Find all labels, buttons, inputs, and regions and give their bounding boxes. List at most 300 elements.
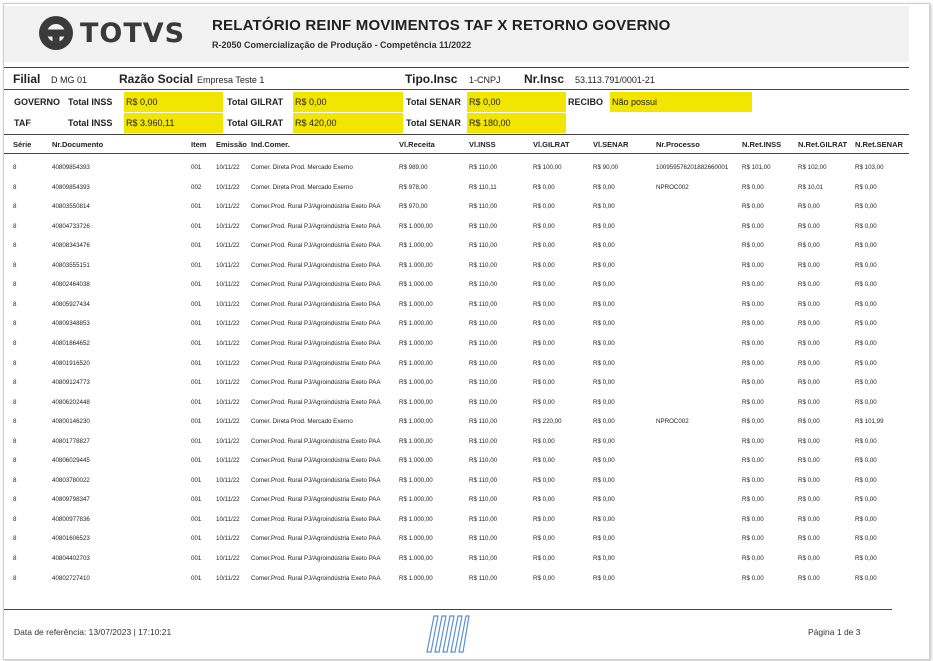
cell-n-ret-inss: R$ 0,00 — [742, 242, 764, 250]
cell-vl-gilrat: R$ 100,00 — [533, 164, 562, 171]
taf-senar-value: R$ 180,00 — [467, 113, 566, 133]
cell-vl-gilrat: R$ 0,00 — [533, 535, 555, 543]
cell-emissao: 10/11/22 — [216, 535, 240, 543]
col-vl-gilrat: Vl.GILRAT — [533, 140, 570, 149]
cell-vl-receita: R$ 1.000,00 — [399, 379, 433, 387]
cell-vl-gilrat: R$ 0,00 — [533, 359, 555, 367]
cell-n-ret-inss: R$ 0,00 — [742, 574, 764, 582]
cell-ind-comer: Comer.Prod. Rural PJ/Agroindústria Exeto PAA — [251, 555, 381, 562]
cell-nr-documento: 40804402703 — [52, 555, 90, 562]
cell-vl-receita: R$ 1.000,00 — [399, 555, 433, 562]
cell-n-ret-gilrat: R$ 0,00 — [798, 476, 820, 484]
cell-vl-inss: R$ 110,00 — [469, 203, 498, 211]
cell-vl-senar: R$ 0,00 — [593, 535, 615, 543]
cell-n-ret-gilrat: R$ 0,00 — [798, 261, 820, 269]
cell-vl-inss: R$ 110,00 — [469, 300, 498, 308]
cell-vl-receita: R$ 1.000,00 — [399, 300, 433, 308]
cell-nr-documento: 40801778827 — [52, 437, 90, 445]
cell-item: 001 — [191, 457, 202, 465]
cell-ind-comer: Comer.Prod. Rural PJ/Agroindústria Exeto PAA — [251, 437, 381, 445]
cell-serie: 8 — [13, 457, 17, 465]
cell-n-ret-senar: R$ 0,00 — [855, 281, 877, 289]
cell-n-ret-gilrat: R$ 0,00 — [798, 457, 820, 465]
tipo-insc-label: Tipo.Insc — [405, 72, 458, 86]
cell-vl-senar: R$ 0,00 — [593, 339, 615, 347]
cell-item: 001 — [191, 339, 202, 347]
cell-n-ret-inss: R$ 0,00 — [742, 300, 764, 308]
cell-emissao: 10/11/22 — [216, 183, 240, 191]
cell-n-ret-senar: R$ 101,99 — [855, 418, 884, 426]
cell-vl-gilrat: R$ 0,00 — [533, 457, 555, 465]
cell-n-ret-inss: R$ 0,00 — [742, 437, 764, 445]
page-indicator — [808, 627, 861, 637]
cell-vl-inss: R$ 110,00 — [469, 222, 498, 230]
cell-emissao: 10/11/22 — [216, 476, 240, 484]
cell-ind-comer: Comer.Prod. Rural PJ/Agroindústria Exeto PAA — [251, 222, 381, 230]
cell-serie: 8 — [13, 535, 17, 543]
cell-emissao: 10/11/22 — [216, 515, 240, 523]
table-row — [0, 575, 933, 587]
cell-item: 001 — [191, 222, 202, 230]
governo-inss-label: Total INSS — [68, 97, 113, 107]
cell-vl-inss: R$ 110,00 — [469, 574, 498, 582]
taf-gilrat-value: R$ 420,00 — [293, 113, 403, 133]
cell-vl-receita: R$ 1.000,00 — [399, 398, 433, 406]
cell-vl-receita: R$ 1.000,00 — [399, 437, 433, 445]
cell-nr-documento: 40809854393 — [52, 183, 90, 191]
cell-item: 001 — [191, 574, 202, 582]
cell-nr-documento: 40809124773 — [52, 379, 90, 387]
cell-vl-gilrat: R$ 0,00 — [533, 320, 555, 328]
cell-nr-documento: 40809854393 — [52, 164, 90, 171]
cell-n-ret-senar: R$ 0,00 — [855, 339, 877, 347]
cell-vl-gilrat: R$ 0,00 — [533, 183, 555, 191]
footer-divider — [4, 609, 892, 610]
cell-nr-documento: 40809798347 — [52, 496, 90, 504]
cell-n-ret-gilrat: R$ 0,00 — [798, 359, 820, 367]
cell-n-ret-gilrat: R$ 0,00 — [798, 555, 820, 562]
cell-serie: 8 — [13, 183, 17, 191]
page-label: Página — [808, 627, 835, 637]
cell-ind-comer: Comer.Prod. Rural PJ/Agroindústria Exeto PAA — [251, 476, 381, 484]
cell-ind-comer: Comer.Prod. Rural PJ/Agroindústria Exeto PAA — [251, 379, 381, 387]
table-row — [0, 360, 933, 372]
cell-serie: 8 — [13, 164, 17, 171]
governo-label: GOVERNO — [14, 97, 61, 107]
cell-n-ret-inss: R$ 0,00 — [742, 379, 764, 387]
cell-emissao: 10/11/22 — [216, 320, 240, 328]
table-row — [0, 496, 933, 508]
cell-vl-receita: R$ 1.000,00 — [399, 242, 433, 250]
table-row — [0, 438, 933, 450]
cell-vl-inss: R$ 110,11 — [469, 183, 497, 191]
cell-serie: 8 — [13, 555, 17, 562]
cell-vl-receita: R$ 1.000,00 — [399, 476, 433, 484]
cell-vl-gilrat: R$ 0,00 — [533, 379, 555, 387]
cell-vl-inss: R$ 110,00 — [469, 164, 498, 171]
governo-senar-label: Total SENAR — [406, 97, 461, 107]
cell-n-ret-gilrat: R$ 0,00 — [798, 320, 820, 328]
cell-emissao: 10/11/22 — [216, 457, 240, 465]
table-row — [0, 184, 933, 196]
recibo-value: Não possui — [610, 92, 752, 112]
cell-vl-senar: R$ 0,00 — [593, 242, 615, 250]
table-row — [0, 320, 933, 332]
divider — [4, 153, 909, 154]
cell-n-ret-inss: R$ 0,00 — [742, 320, 764, 328]
cell-emissao: 10/11/22 — [216, 379, 240, 387]
cell-vl-senar: R$ 0,00 — [593, 555, 615, 562]
cell-serie: 8 — [13, 476, 17, 484]
cell-item: 001 — [191, 496, 202, 504]
cell-serie: 8 — [13, 203, 17, 211]
cell-vl-senar: R$ 0,00 — [593, 261, 615, 269]
table-row — [0, 301, 933, 313]
col-vl-senar: Vl.SENAR — [593, 140, 629, 149]
cell-n-ret-inss: R$ 0,00 — [742, 398, 764, 406]
cell-ind-comer: Comer.Prod. Rural PJ/Agroindústria Exeto PAA — [251, 535, 381, 543]
cell-vl-inss: R$ 110,00 — [469, 242, 498, 250]
cell-nr-documento: 40802464038 — [52, 281, 90, 289]
cell-n-ret-inss: R$ 0,00 — [742, 261, 764, 269]
cell-vl-gilrat: R$ 0,00 — [533, 300, 555, 308]
cell-n-ret-senar: R$ 0,00 — [855, 398, 877, 406]
cell-item: 002 — [191, 183, 202, 191]
cell-vl-inss: R$ 110,00 — [469, 437, 498, 445]
cell-n-ret-inss: R$ 0,00 — [742, 339, 764, 347]
cell-nr-documento: 40803555151 — [52, 261, 90, 269]
cell-emissao: 10/11/22 — [216, 261, 240, 269]
cell-nr-processo: 100959576201882660001 — [656, 164, 729, 171]
cell-nr-documento: 40803550814 — [52, 203, 90, 211]
cell-serie: 8 — [13, 281, 17, 289]
razao-label: Razão Social — [119, 72, 194, 86]
cell-item: 001 — [191, 535, 202, 543]
cell-vl-receita: R$ 1.000,00 — [399, 320, 433, 328]
table-row — [0, 516, 933, 528]
cell-n-ret-senar: R$ 0,00 — [855, 437, 877, 445]
cell-nr-documento: 40800977836 — [52, 515, 90, 523]
cell-n-ret-inss: R$ 0,00 — [742, 281, 764, 289]
reference-date-value: 13/07/2023 | 17:10:21 — [88, 627, 172, 637]
cell-emissao: 10/11/22 — [216, 242, 240, 250]
table-row — [0, 418, 933, 430]
cell-item: 001 — [191, 515, 202, 523]
cell-n-ret-gilrat: R$ 0,00 — [798, 437, 820, 445]
cell-n-ret-senar: R$ 0,00 — [855, 574, 877, 582]
cell-serie: 8 — [13, 242, 17, 250]
table-row — [0, 281, 933, 293]
page-current: 1 — [836, 627, 842, 637]
cell-vl-senar: R$ 0,00 — [593, 359, 615, 367]
cell-n-ret-inss: R$ 0,00 — [742, 222, 764, 230]
cell-emissao: 10/11/22 — [216, 437, 240, 445]
table-row — [0, 262, 933, 274]
governo-inss-value: R$ 0,00 — [124, 92, 223, 112]
cell-nr-documento: 40806202448 — [52, 398, 90, 406]
governo-gilrat-label: Total GILRAT — [227, 97, 284, 107]
cell-ind-comer: Comer.Prod. Rural PJ/Agroindústria Exeto PAA — [251, 574, 381, 582]
cell-n-ret-gilrat: R$ 0,00 — [798, 496, 820, 504]
cell-n-ret-inss: R$ 0,00 — [742, 555, 764, 562]
cell-vl-senar: R$ 0,00 — [593, 222, 615, 230]
cell-item: 001 — [191, 398, 202, 406]
cell-n-ret-senar: R$ 0,00 — [855, 457, 877, 465]
cell-serie: 8 — [13, 261, 17, 269]
cell-ind-comer: Comer.Prod. Rural PJ/Agroindústria Exeto PAA — [251, 281, 381, 289]
cell-emissao: 10/11/22 — [216, 339, 240, 347]
cell-nr-documento: 40802727410 — [52, 574, 90, 582]
cell-vl-inss: R$ 110,00 — [469, 476, 498, 484]
totvs-logo-icon — [38, 15, 74, 51]
cell-n-ret-gilrat: R$ 0,00 — [798, 339, 820, 347]
cell-n-ret-senar: R$ 0,00 — [855, 320, 877, 328]
cell-vl-inss: R$ 110,00 — [469, 281, 498, 289]
cell-vl-senar: R$ 0,00 — [593, 437, 615, 445]
cell-n-ret-gilrat: R$ 0,00 — [798, 379, 820, 387]
cell-n-ret-inss: R$ 0,00 — [742, 418, 764, 426]
cell-n-ret-senar: R$ 0,00 — [855, 300, 877, 308]
cell-ind-comer: Comer.Prod. Rural PJ/Agroindústria Exeto PAA — [251, 339, 381, 347]
cell-n-ret-gilrat: R$ 102,00 — [798, 164, 827, 171]
cell-vl-senar: R$ 0,00 — [593, 183, 615, 191]
cell-vl-senar: R$ 0,00 — [593, 476, 615, 484]
cell-n-ret-senar: R$ 0,00 — [855, 515, 877, 523]
governo-senar-value: R$ 0,00 — [467, 92, 566, 112]
cell-item: 001 — [191, 379, 202, 387]
cell-vl-inss: R$ 110,00 — [469, 496, 498, 504]
cell-n-ret-senar: R$ 0,00 — [855, 261, 877, 269]
cell-emissao: 10/11/22 — [216, 164, 240, 171]
cell-item: 001 — [191, 203, 202, 211]
reference-date — [14, 627, 171, 637]
cell-nr-documento: 40805927434 — [52, 300, 90, 308]
cell-n-ret-gilrat: R$ 0,00 — [798, 418, 820, 426]
recibo-label: RECIBO — [568, 97, 604, 107]
divider — [4, 89, 909, 90]
cell-item: 001 — [191, 281, 202, 289]
cell-serie: 8 — [13, 320, 17, 328]
cell-vl-gilrat: R$ 0,00 — [533, 496, 555, 504]
cell-emissao: 10/11/22 — [216, 203, 240, 211]
cell-item: 001 — [191, 359, 202, 367]
cell-vl-senar: R$ 90,00 — [593, 164, 619, 171]
cell-serie: 8 — [13, 515, 17, 523]
cell-vl-gilrat: R$ 0,00 — [533, 555, 555, 562]
cell-ind-comer: Comer.Prod. Rural PJ/Agroindústria Exeto PAA — [251, 320, 381, 328]
cell-ind-comer: Comer.Prod. Rural PJ/Agroindústria Exeto PAA — [251, 515, 381, 523]
cell-n-ret-inss: R$ 101,00 — [742, 164, 771, 171]
cell-item: 001 — [191, 476, 202, 484]
taf-inss-value: R$ 3.960,11 — [124, 113, 223, 133]
cell-vl-gilrat: R$ 0,00 — [533, 515, 555, 523]
cell-n-ret-inss: R$ 0,00 — [742, 476, 764, 484]
reference-date-label: Data de referência: — [14, 627, 87, 637]
col-ind-comer: Ind.Comer. — [251, 140, 290, 149]
cell-nr-documento: 40803780022 — [52, 476, 90, 484]
page-separator: de — [843, 627, 854, 637]
col-vl-inss: Vl.INSS — [469, 140, 496, 149]
cell-vl-inss: R$ 110,00 — [469, 339, 498, 347]
cell-vl-senar: R$ 0,00 — [593, 496, 615, 504]
cell-serie: 8 — [13, 300, 17, 308]
cell-serie: 8 — [13, 574, 17, 582]
totvs-logo — [38, 15, 185, 51]
table-row — [0, 203, 933, 215]
cell-emissao: 10/11/22 — [216, 555, 240, 562]
cell-item: 001 — [191, 437, 202, 445]
cell-n-ret-gilrat: R$ 0,00 — [798, 574, 820, 582]
cell-n-ret-inss: R$ 0,00 — [742, 535, 764, 543]
cell-vl-senar: R$ 0,00 — [593, 574, 615, 582]
col-nr-documento: Nr.Documento — [52, 140, 104, 149]
cell-n-ret-senar: R$ 0,00 — [855, 242, 877, 250]
cell-vl-inss: R$ 110,00 — [469, 515, 498, 523]
cell-vl-receita: R$ 1.000,00 — [399, 496, 433, 504]
col-n-ret-senar: N.Ret.SENAR — [855, 140, 903, 149]
cell-item: 001 — [191, 418, 202, 426]
cell-n-ret-inss: R$ 0,00 — [742, 183, 764, 191]
cell-n-ret-gilrat: R$ 0,00 — [798, 242, 820, 250]
cell-n-ret-senar: R$ 0,00 — [855, 476, 877, 484]
cell-vl-inss: R$ 110,00 — [469, 555, 498, 562]
cell-n-ret-gilrat: R$ 0,00 — [798, 281, 820, 289]
table-row — [0, 164, 933, 176]
cell-emissao: 10/11/22 — [216, 222, 240, 230]
logo-text: TOTVS — [80, 17, 186, 49]
table-row — [0, 555, 933, 567]
report-subtitle: R-2050 Comercialização de Produção - Competência 11/2022 — [212, 40, 472, 50]
col-n-ret-inss: N.Ret.INSS — [742, 140, 782, 149]
cell-n-ret-senar: R$ 0,00 — [855, 183, 877, 191]
cell-vl-senar: R$ 0,00 — [593, 457, 615, 465]
filial-label: Filial — [13, 72, 41, 86]
cell-vl-receita: R$ 970,00 — [399, 203, 428, 211]
col-vl-receita: Vl.Receita — [399, 140, 435, 149]
cell-emissao: 10/11/22 — [216, 300, 240, 308]
cell-vl-receita: R$ 1.000,00 — [399, 418, 433, 426]
cell-nr-processo: NPROC002 — [656, 418, 689, 426]
watermark-stripes-icon — [424, 612, 470, 654]
cell-serie: 8 — [13, 339, 17, 347]
cell-n-ret-inss: R$ 0,00 — [742, 457, 764, 465]
cell-emissao: 10/11/22 — [216, 574, 240, 582]
cell-n-ret-gilrat: R$ 0,00 — [798, 535, 820, 543]
cell-vl-inss: R$ 110,00 — [469, 457, 498, 465]
table-row — [0, 242, 933, 254]
cell-emissao: 10/11/22 — [216, 359, 240, 367]
cell-nr-documento: 40804733726 — [52, 222, 90, 230]
cell-vl-receita: R$ 1.000,00 — [399, 574, 433, 582]
cell-vl-gilrat: R$ 220,00 — [533, 418, 562, 426]
col-emissao: Emissão — [216, 140, 247, 149]
cell-n-ret-gilrat: R$ 10,01 — [798, 183, 824, 191]
cell-n-ret-senar: R$ 0,00 — [855, 555, 877, 562]
table-row — [0, 223, 933, 235]
cell-serie: 8 — [13, 359, 17, 367]
taf-senar-label: Total SENAR — [406, 118, 461, 128]
cell-serie: 8 — [13, 418, 17, 426]
cell-n-ret-gilrat: R$ 0,00 — [798, 398, 820, 406]
cell-vl-receita: R$ 1.000,00 — [399, 457, 433, 465]
cell-serie: 8 — [13, 437, 17, 445]
cell-vl-gilrat: R$ 0,00 — [533, 574, 555, 582]
cell-vl-inss: R$ 110,00 — [469, 359, 498, 367]
cell-vl-senar: R$ 0,00 — [593, 515, 615, 523]
cell-vl-gilrat: R$ 0,00 — [533, 281, 555, 289]
filial-value: D MG 01 — [51, 75, 88, 85]
cell-emissao: 10/11/22 — [216, 496, 240, 504]
cell-ind-comer: Comer.Prod. Rural PJ/Agroindústria Exeto PAA — [251, 359, 381, 367]
cell-item: 001 — [191, 300, 202, 308]
cell-vl-gilrat: R$ 0,00 — [533, 339, 555, 347]
cell-n-ret-gilrat: R$ 0,00 — [798, 222, 820, 230]
cell-n-ret-inss: R$ 0,00 — [742, 496, 764, 504]
cell-item: 001 — [191, 164, 202, 171]
tipo-insc-value: 1-CNPJ — [469, 75, 501, 85]
cell-n-ret-senar: R$ 0,00 — [855, 359, 877, 367]
taf-label: TAF — [14, 118, 31, 128]
table-row — [0, 399, 933, 411]
cell-vl-receita: R$ 1.000,00 — [399, 222, 433, 230]
divider — [4, 67, 909, 68]
cell-nr-documento: 40809348853 — [52, 320, 90, 328]
cell-n-ret-senar: R$ 0,00 — [855, 379, 877, 387]
cell-vl-inss: R$ 110,00 — [469, 398, 498, 406]
cell-vl-senar: R$ 0,00 — [593, 300, 615, 308]
cell-item: 001 — [191, 320, 202, 328]
cell-vl-gilrat: R$ 0,00 — [533, 203, 555, 211]
cell-ind-comer: Comer.Prod. Rural PJ/Agroindústria Exeto PAA — [251, 398, 381, 406]
report-title: RELATÓRIO REINF MOVIMENTOS TAF X RETORNO GOVERNO — [212, 17, 671, 34]
cell-serie: 8 — [13, 222, 17, 230]
cell-vl-senar: R$ 0,00 — [593, 418, 615, 426]
cell-vl-senar: R$ 0,00 — [593, 320, 615, 328]
cell-nr-processo: NPROC002 — [656, 183, 689, 191]
cell-ind-comer: Comer.Prod. Rural PJ/Agroindústria Exeto PAA — [251, 496, 381, 504]
col-nr-processo: Nr.Processo — [656, 140, 700, 149]
cell-n-ret-senar: R$ 0,00 — [855, 496, 877, 504]
col-item: Item — [191, 140, 207, 149]
cell-nr-documento: 40801864652 — [52, 339, 90, 347]
cell-vl-gilrat: R$ 0,00 — [533, 476, 555, 484]
cell-vl-receita: R$ 1.000,00 — [399, 339, 433, 347]
cell-emissao: 10/11/22 — [216, 398, 240, 406]
nr-insc-value: 53.113.791/0001-21 — [575, 75, 655, 85]
cell-vl-gilrat: R$ 0,00 — [533, 398, 555, 406]
nr-insc-label: Nr.Insc — [524, 72, 565, 86]
cell-nr-documento: 40800146230 — [52, 418, 90, 426]
cell-vl-senar: R$ 0,00 — [593, 398, 615, 406]
cell-vl-senar: R$ 0,00 — [593, 281, 615, 289]
page-total: 3 — [855, 627, 861, 637]
cell-vl-gilrat: R$ 0,00 — [533, 437, 555, 445]
cell-nr-documento: 40808343476 — [52, 242, 90, 250]
cell-vl-receita: R$ 1.000,00 — [399, 261, 433, 269]
cell-nr-documento: 40801916520 — [52, 359, 90, 367]
cell-n-ret-senar: R$ 0,00 — [855, 222, 877, 230]
cell-vl-gilrat: R$ 0,00 — [533, 222, 555, 230]
taf-gilrat-label: Total GILRAT — [227, 118, 284, 128]
cell-serie: 8 — [13, 496, 17, 504]
cell-serie: 8 — [13, 379, 17, 387]
table-row — [0, 379, 933, 391]
cell-n-ret-senar: R$ 0,00 — [855, 203, 877, 211]
col-n-ret-gilrat: N.Ret.GILRAT — [798, 140, 848, 149]
cell-ind-comer: Comer.Prod. Rural PJ/Agroindústria Exeto PAA — [251, 203, 381, 211]
cell-ind-comer: Comer. Direta Prod. Mercado Exerno — [251, 183, 353, 191]
cell-serie: 8 — [13, 398, 17, 406]
